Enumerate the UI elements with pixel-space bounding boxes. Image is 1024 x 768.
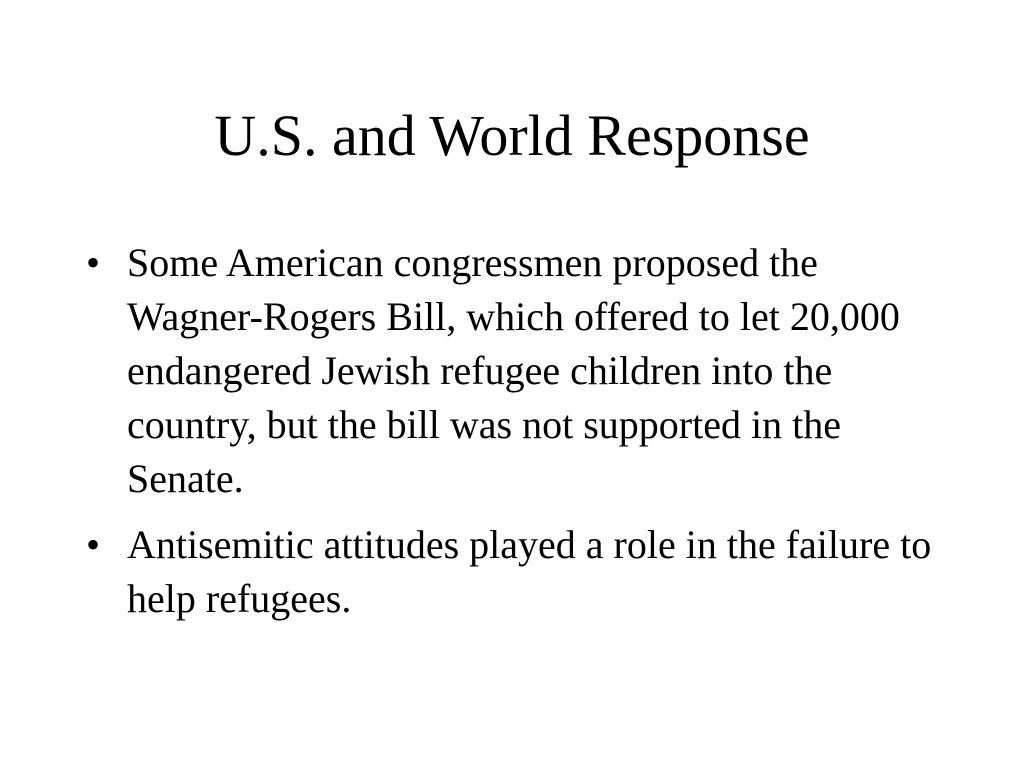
- slide-title: U.S. and World Response: [214, 103, 810, 168]
- bullet-item: [80, 518, 940, 626]
- bullet-dot-icon: •: [86, 240, 101, 285]
- bullet-dot-icon: •: [86, 522, 101, 567]
- bullet-text-wagner-rogers: Some American congressmen proposed the Wagner-Rogers Bill, which offered to let 20,000 endangered Jewish refugee children into the country, but the bill was not supported in the Senate.: [127, 240, 900, 501]
- bullet-list: [80, 236, 940, 638]
- bullet-text-antisemitism: Antisemitic attitudes played a role in the failure to help refugees.: [127, 522, 932, 621]
- bullet-item: [80, 236, 940, 506]
